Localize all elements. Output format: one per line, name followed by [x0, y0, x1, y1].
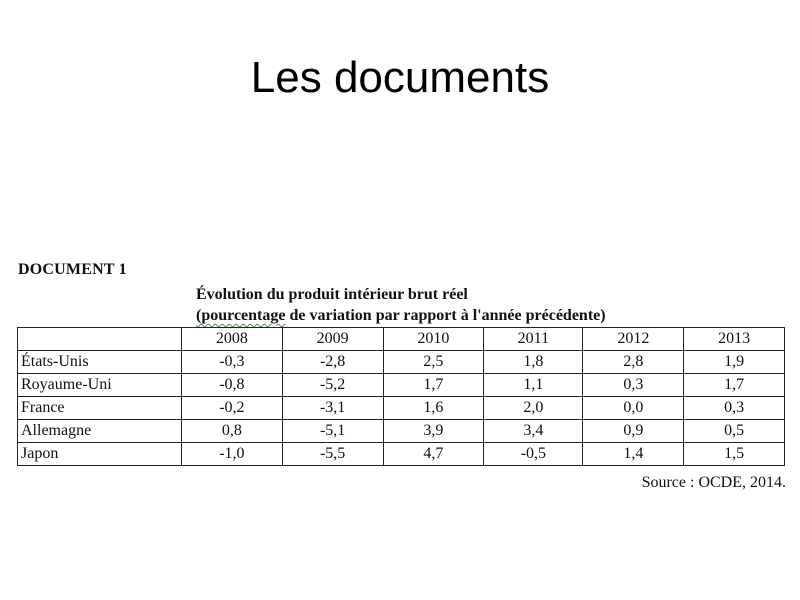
value-cell: 0,3: [684, 397, 785, 420]
country-cell: Allemagne: [18, 420, 182, 443]
table-row: [18, 420, 785, 443]
value-cell: -0,5: [484, 443, 583, 466]
value-cell: -5,1: [282, 420, 383, 443]
value-cell: 4,7: [383, 443, 484, 466]
value-cell: 2,0: [484, 397, 583, 420]
value-cell: -0,2: [182, 397, 283, 420]
value-cell: 1,6: [383, 397, 484, 420]
gdp-table: [17, 327, 785, 466]
value-cell: 1,7: [684, 374, 785, 397]
country-cell: Japon: [18, 443, 182, 466]
year-header-cell: 2009: [282, 328, 383, 351]
caption-line-1: Évolution du produit intérieur brut réel: [196, 286, 468, 303]
value-cell: 3,4: [484, 420, 583, 443]
value-cell: 0,0: [583, 397, 684, 420]
country-cell: France: [18, 397, 182, 420]
value-cell: 0,5: [684, 420, 785, 443]
caption-line-2-rest: de variation par rapport à l'année précédente): [285, 307, 606, 324]
value-cell: 0,8: [182, 420, 283, 443]
year-header-cell: 2008: [182, 328, 283, 351]
table-caption: [196, 284, 606, 326]
country-cell: Royaume-Uni: [18, 374, 182, 397]
value-cell: 1,7: [383, 374, 484, 397]
caption-line-2: [196, 305, 606, 326]
value-cell: 2,8: [583, 351, 684, 374]
value-cell: 1,1: [484, 374, 583, 397]
value-cell: -0,8: [182, 374, 283, 397]
value-cell: 0,9: [583, 420, 684, 443]
slide-title: Les documents: [250, 53, 550, 102]
country-cell: États-Unis: [18, 351, 182, 374]
value-cell: 3,9: [383, 420, 484, 443]
value-cell: 1,4: [583, 443, 684, 466]
value-cell: 1,8: [484, 351, 583, 374]
year-header-cell: 2010: [383, 328, 484, 351]
value-cell: -3,1: [282, 397, 383, 420]
value-cell: -5,2: [282, 374, 383, 397]
table-corner-cell: [18, 328, 182, 351]
table-row: [18, 397, 785, 420]
value-cell: -1,0: [182, 443, 283, 466]
value-cell: -5,5: [282, 443, 383, 466]
table-row: [18, 374, 785, 397]
value-cell: -2,8: [282, 351, 383, 374]
spellcheck-underlined-word: (pourcentage: [196, 307, 286, 324]
value-cell: -0,3: [182, 351, 283, 374]
document-label: DOCUMENT 1: [18, 261, 127, 278]
year-header-cell: 2012: [583, 328, 684, 351]
year-header-cell: 2011: [484, 328, 583, 351]
table-header-row: [18, 328, 785, 351]
value-cell: 0,3: [583, 374, 684, 397]
table-row: [18, 443, 785, 466]
value-cell: 2,5: [383, 351, 484, 374]
value-cell: 1,5: [684, 443, 785, 466]
table-row: [18, 351, 785, 374]
value-cell: 1,9: [684, 351, 785, 374]
source-note: Source : OCDE, 2014.: [641, 474, 786, 491]
year-header-cell: 2013: [684, 328, 785, 351]
